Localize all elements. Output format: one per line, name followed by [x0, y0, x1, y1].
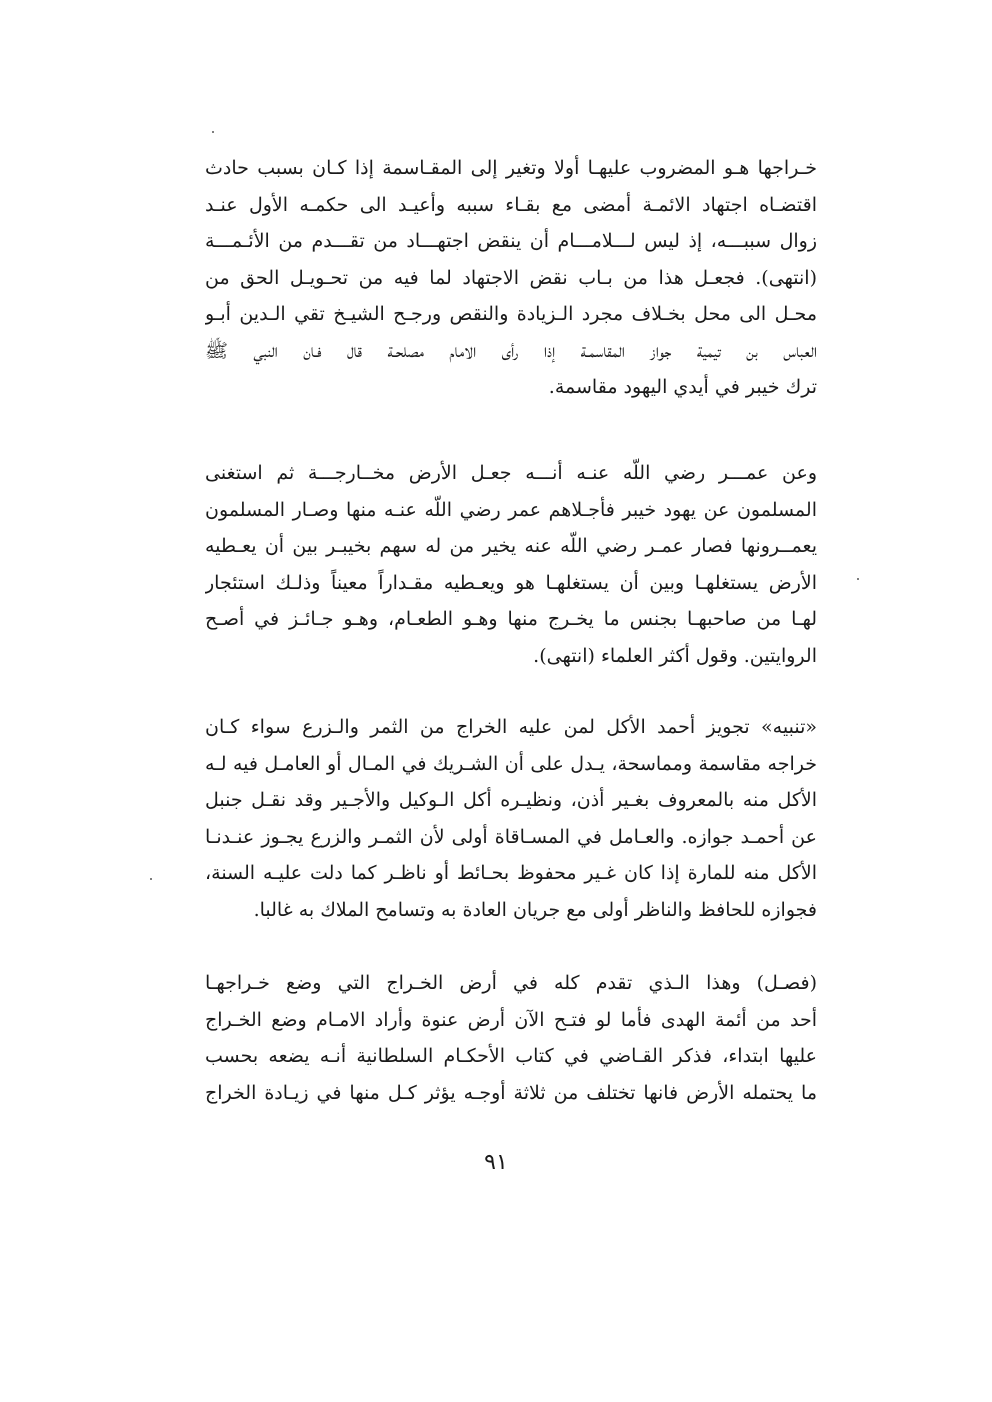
text-line: عليها ابتداء، فذكر القـاضي في كتاب الأحكـام السلطانية أنـه يضعه بحسب [205, 1045, 817, 1067]
text-line: «تنبيه» تجويز أحمد الأكل لمن عليه الخراج من الثمر والـزرع سواء كـان [205, 716, 817, 738]
text-line: المسلمون عن يهود خيبر فأجـلاهم عمر رضي اللّه عنـه منها وصـار المسلمون [205, 498, 817, 521]
text-line: الأرض يستغلهـا وبين أن يستغلهـا هو ويعـطيه مقـداراً معيناً وذلـك استئجار [205, 571, 817, 594]
text-line: عن أحمـد جوازه. والعـامل في المسـاقاة أولى لأن الثمـر والزرع يجـوز عنـدنـا [205, 825, 817, 848]
text-line: (انتهى). فجعـل هذا من بـاب نقض الاجتهاد لما فيه من تحـويـل الحق من [205, 266, 817, 289]
text-line: وعن عمـــر رضي اللّه عنـه أنـــه جعـل الأرض مخــارجـــة ثم استغنى [205, 462, 817, 484]
text-line: فجوازه للحافظ والناظر أولى مع جريان العادة به وتسامح الملاك به غالبا. [253, 898, 817, 921]
text-line: العباس بن تيمية جواز المقاسمـة إذا رأى الامام مصلحـة قال فـان النبي ﷺ [205, 339, 817, 362]
text-line: الأكل منه للمارة إذا كان غـير محفوظ بحـائط أو ناظـر كما دلت عليـه السنة، [205, 862, 817, 884]
scan-speck [857, 578, 859, 580]
scan-speck [150, 878, 152, 880]
scan-speck [212, 131, 214, 133]
text-line: ترك خيبر في أيدي اليهود مقاسمة. [548, 376, 817, 398]
text-line: لهـا من صاحبهـا بجنس ما يخـرج منها وهـو الطعـام، وهـو جـائـز في أصـح [205, 608, 817, 630]
text-line: زوال سببـــه، إذ ليس لـــلامـــام أن ينقض اجتهـــاد من تقـــدم من الأئـمـــة [205, 230, 817, 252]
text-line: ما يحتمله الأرض فانها تختلف من ثلاثة أوجـه يؤثر كـل منها في زيـادة الخراج [205, 1081, 817, 1104]
text-line: الأكل منه بالمعروف بغـير أذن، ونظيـره أكل الـوكيل والأجـير وقد نقـل جنبل [205, 789, 817, 811]
text-line: محـل الى محل بخـلاف مجرد الـزيادة والنقص ورجـح الشيـخ تقي الـدين أبـو [205, 303, 817, 325]
paragraph-2 [205, 455, 817, 674]
paragraph-3 [205, 709, 817, 928]
text-line: اقتضـاه اجتهاد الائمـة أمضى مع بقـاء سببه وأعيـد الى حكمـه الأول عنـد [205, 193, 817, 216]
text-line: أحد من أئمة الهدى فأما لو فتـح الآن أرض عنوة وأراد الامـام وضع الخـراج [205, 1008, 817, 1031]
text-line: يعمــرونها فصار عمـر رضي اللّه عنه يخير من له سهم بخيبـر بين أن يعـطيه [205, 535, 817, 557]
text-line: الروايتين. وقول أكثر العلماء (انتهى). [533, 644, 817, 667]
paragraph-4 [205, 965, 817, 1111]
text-line: خـراجها هـو المضروب عليهـا أولا وتغير إلى المقـاسمة إذا كـان بسبب حادث [205, 157, 817, 179]
text-line: (فصـل) وهذا الـذي تقدم كله في أرض الخـراج التي وضع خـراجهـا [205, 972, 817, 994]
page-number: ٩١ [484, 1150, 508, 1175]
paragraph-1 [205, 150, 817, 406]
text-line: خراجه مقاسمة ومماسحة، يـدل على أن الشـريك في المـال أو العامـل فيه لـه [205, 752, 817, 775]
